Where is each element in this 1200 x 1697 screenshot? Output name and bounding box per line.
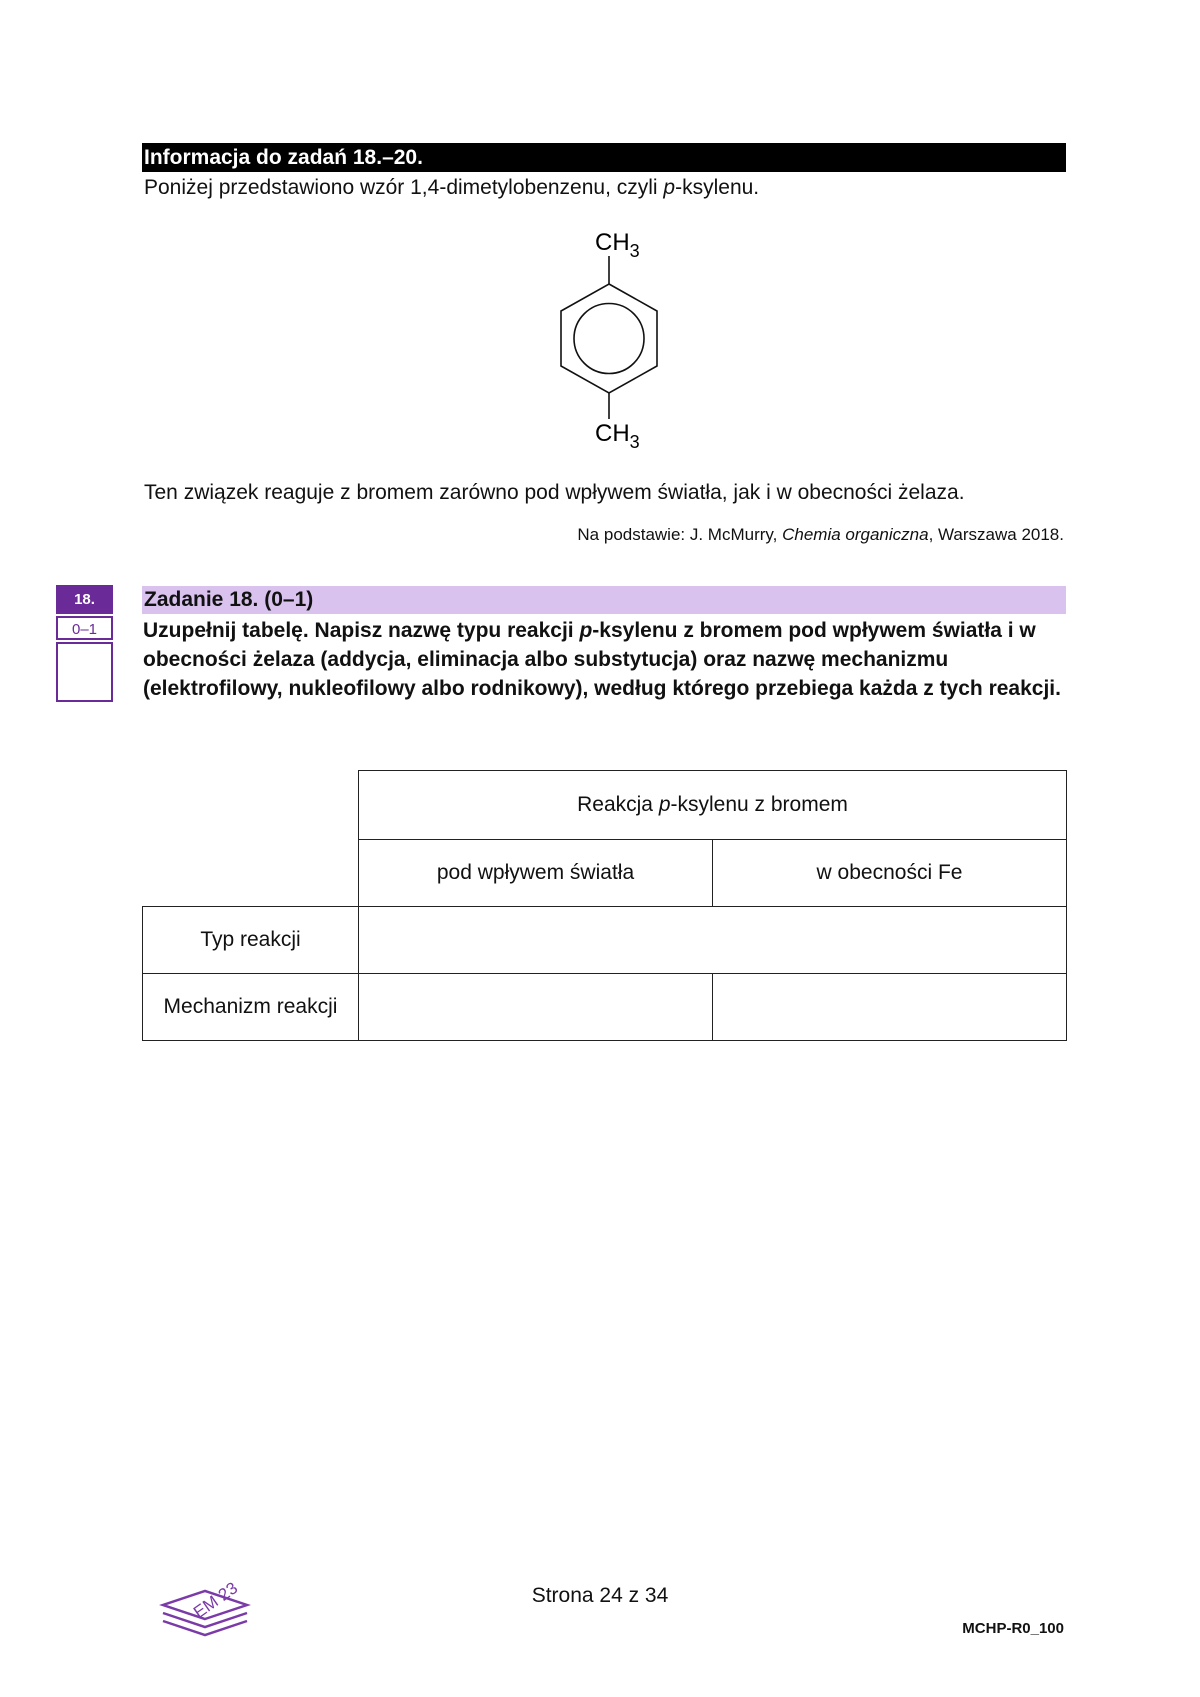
reaction-text: Ten związek reaguje z bromem zarówno pod wpływem światła, jak i w obecności żelaza.: [144, 481, 965, 504]
intro-text: Poniżej przedstawiono wzór 1,4-dimetylobenzenu, czyli: [144, 176, 664, 199]
answer-cell-mechanism-light[interactable]: [359, 974, 713, 1041]
answer-table: [142, 770, 1067, 1041]
column-header-fe: w obecności Fe: [713, 840, 1067, 907]
info-intro: [144, 175, 759, 201]
aromatic-circle: [574, 304, 644, 374]
task-instruction: Uzupełnij tabelę. Napisz nazwę typu reakcji p-ksylenu z bromem pod wpływem światła i w obecności żelaza (addycja, eliminacja albo substytucja) oraz nazwę mechanizmu (elektrofilowy, nukleofilowy albo rodnikowy), według którego przebiega każda z tych reakcji.: [143, 619, 1061, 700]
table-header-reaction: Reakcja p-ksylenu z bromem: [359, 771, 1067, 840]
empty-corner: [143, 771, 359, 840]
empty-corner-2: [143, 840, 359, 907]
ch3-bottom-label: $CH_3$: [595, 420, 640, 452]
score-entry-box[interactable]: [56, 642, 113, 702]
page-number: Strona 24 z 34: [531, 1584, 669, 1607]
exam-code: MCHP-R0_100: [962, 1620, 1064, 1637]
svg-text:EM 23: EM 23: [190, 1578, 242, 1623]
answer-cell-type[interactable]: [359, 907, 1067, 974]
row-label-type: Typ reakcji: [143, 907, 359, 974]
ch3-top-label: $CH_3$: [595, 229, 640, 261]
p-xylene-structure: [540, 222, 680, 462]
info-header: Informacja do zadań 18.–20.: [142, 143, 1066, 172]
row-label-mechanism: Mechanizm reakcji: [143, 974, 359, 1041]
answer-cell-mechanism-fe[interactable]: [713, 974, 1067, 1041]
task-points-label: 0–1: [56, 616, 113, 640]
intro-italic: p: [663, 176, 676, 199]
intro-text-end: -ksylenu.: [675, 176, 760, 199]
column-header-light: pod wpływem światła: [359, 840, 713, 907]
task-number-badge: 18.: [56, 585, 113, 614]
benzene-ring: [561, 284, 657, 393]
task-title: Zadanie 18. (0–1): [142, 586, 1066, 614]
source-citation: Na podstawie: J. McMurry, Chemia organiczna, Warszawa 2018.: [577, 525, 1064, 544]
task-score-box: [56, 585, 113, 702]
